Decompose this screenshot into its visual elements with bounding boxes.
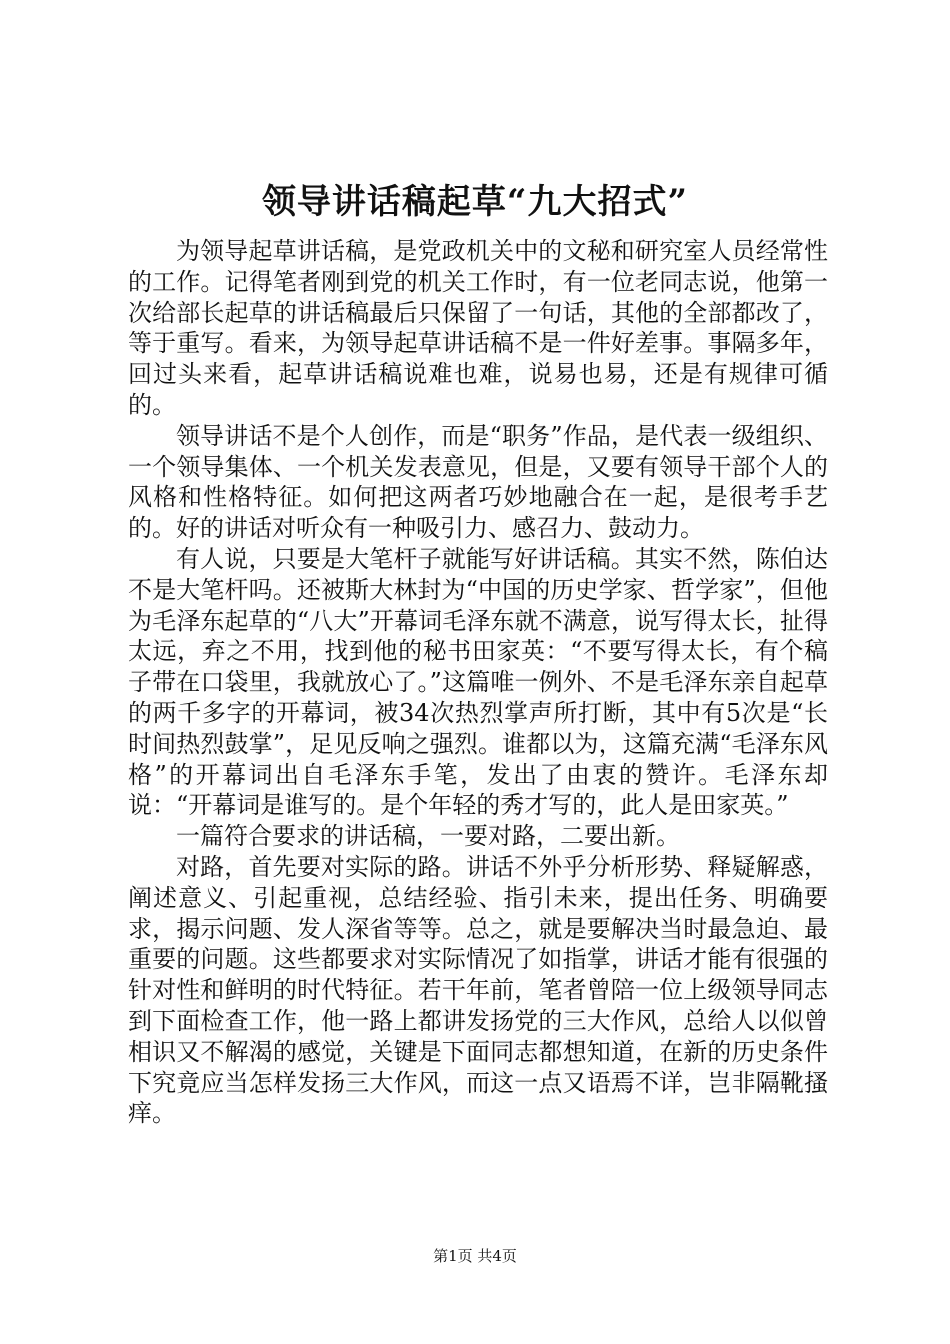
paragraph-3: 有人说，只要是大笔杆子就能写好讲话稿。其实不然，陈伯达不是大笔杆吗。还被斯大林封为“中国的历史学家、哲学家”，但他为毛泽东起草的“八大”开幕词毛泽东就不满意，说写得太长，扯得太远，弃之不用，找到他的秘书田家英：“不要写得太长，有个稿子带在口袋里，我就放心了。”这篇唯一例外、不是毛泽东亲自起草的两千多字的开幕词，被34次热烈掌声所打断，其中有5次是“长时间热烈鼓掌”，足见反响之强烈。谁都以为，这篇充满“毛泽东风格”的开幕词出自毛泽东手笔，发出了由衷的赞许。毛泽东却说：“开幕词是谁写的。是个年轻的秀才写的，此人是田家英。” [128,544,828,820]
paragraph-5: 对路，首先要对实际的路。讲话不外乎分析形势、释疑解惑，阐述意义、引起重视，总结经验、指引未来，提出任务、明确要求，揭示问题、发人深省等等。总之，就是要解决当时最急迫、最重要的问题。这些都要求对实际情况了如指掌，讲话才能有很强的针对性和鲜明的时代特征。若干年前，笔者曾陪一位上级领导同志到下面检查工作，他一路上都讲发扬党的三大作风，总给人以似曾相识又不解渴的感觉，关键是下面同志都想知道，在新的历史条件下究竟应当怎样发扬三大作风，而这一点又语焉不详，岂非隔靴搔痒。 [128,852,828,1128]
paragraph-4: 一篇符合要求的讲话稿，一要对路，二要出新。 [176,822,680,851]
document-title: 领导讲话稿起草“九大招式” [261,182,689,222]
page-footer: 第1页 共4页 [433,1247,517,1265]
paragraph-2: 领导讲话不是个人创作，而是“职务”作品，是代表一级组织、一个领导集体、一个机关发表意见，但是，又要有领导干部个人的风格和性格特征。如何把这两者巧妙地融合在一起，是很考手艺的。好的讲话对听众有一种吸引力、感召力、鼓动力。 [128,421,828,543]
paragraph-1: 为领导起草讲话稿，是党政机关中的文秘和研究室人员经常性的工作。记得笔者刚到党的机关工作时，有一位老同志说，他第一次给部长起草的讲话稿最后只保留了一句话，其他的全部都改了，等于重写。看来，为领导起草讲话稿不是一件好差事。事隔多年，回过头来看，起草讲话稿说难也难，说易也易，还是有规律可循的。 [128,237,828,419]
document-body [128,236,828,1129]
